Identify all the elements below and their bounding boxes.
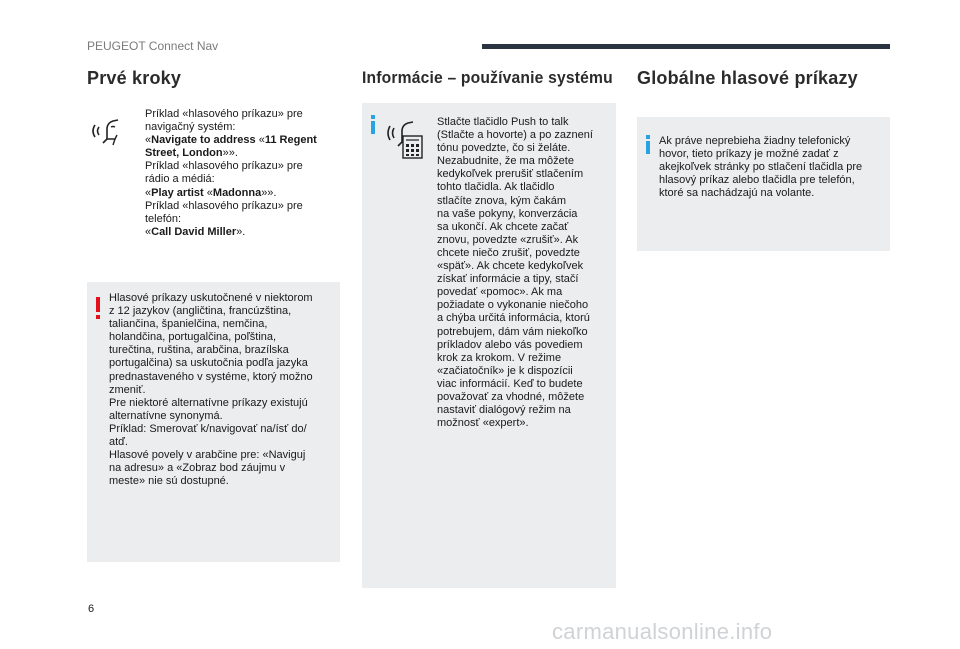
- watermark: carmanualsonline.info: [552, 619, 773, 644]
- section-title-system-info: Informácie – používanie systému: [362, 68, 613, 87]
- header-label: PEUGEOT Connect Nav: [87, 39, 219, 53]
- section-title-global-commands: Globálne hlasové príkazy: [637, 68, 858, 88]
- info-marker-icon: [371, 121, 375, 134]
- header-bar: [482, 44, 890, 49]
- page-number: 6: [88, 603, 95, 615]
- voice-examples-text: Príklad «hlasového príkazu» pre navigačný systém: «Navigate to address «11 Regent Street, London»». Príklad «hlasového príkazu» pre rádio a médiá: «Play artist «Madonna»». Príklad «hlasového príkazu» pre telefón: «Call David Miller».: [145, 108, 317, 238]
- warning-text: Hlasové príkazy uskutočnené v niektorom z 12 jazykov (angličtina, francúzština, taliančina, španielčina, nemčina, holandčina, portugalčina, poľština, turečtina, ruština, arabčina, brazílska portugalčina) sa uskutočnia podľa jazyka prednastaveného v systéme, ktorý možno zmeniť. Pre niektoré alternatívne príkazy existujú alternatívne synonymá. Príklad: Smerovať k/navigovať na/ísť do/ atď. Hlasové povely v arabčine pre: «Naviguj na adresu» a «Zobraz bod záujmu v meste» nie sú dostupné.: [109, 292, 313, 488]
- voice-command-icon: [89, 115, 129, 147]
- steering-wheel-voice-icon: [386, 116, 426, 162]
- system-info-text: Stlačte tlačidlo Push to talk (Stlačte a hovorte) a po zaznení tónu povedzte, čo si želáte. Nezabudnite, že ma môžete kedykoľvek prerušiť stlačením tohto tlačidla. Ak tlačidlo stlačíte znova, kým čakám na vaše pokyny, konverzácia sa ukončí. Ak chcete začať znovu, povedzte «zrušiť». Ak chcete niečo zrušiť, povedzte «späť». Ak chcete kedykoľvek získať informácie a tipy, stačí povedať «pomoc». Ak ma požiadate o vykonanie niečoho a chýba určitá informácia, ktorú potrebujem, dám vám niekoľko príkladov alebo vás povediem krok za krokom. V režime «začiatočník» je k dispozícii viac informácií. Keď to budete považovať za vhodné, môžete nastaviť dialógový režim na možnosť «expert».: [437, 116, 593, 430]
- info-marker-icon: [646, 141, 650, 154]
- global-commands-text: Ak práve neprebieha žiadny telefonický hovor, tieto príkazy je možné zadať z akejkoľvek stránky po stlačení tlačidla pre hlasový príkaz alebo tlačidla pre telefón, ktoré sa nachádzajú na volante.: [659, 135, 863, 200]
- warning-marker-icon: [96, 297, 100, 312]
- section-title-first-steps: Prvé kroky: [87, 68, 182, 88]
